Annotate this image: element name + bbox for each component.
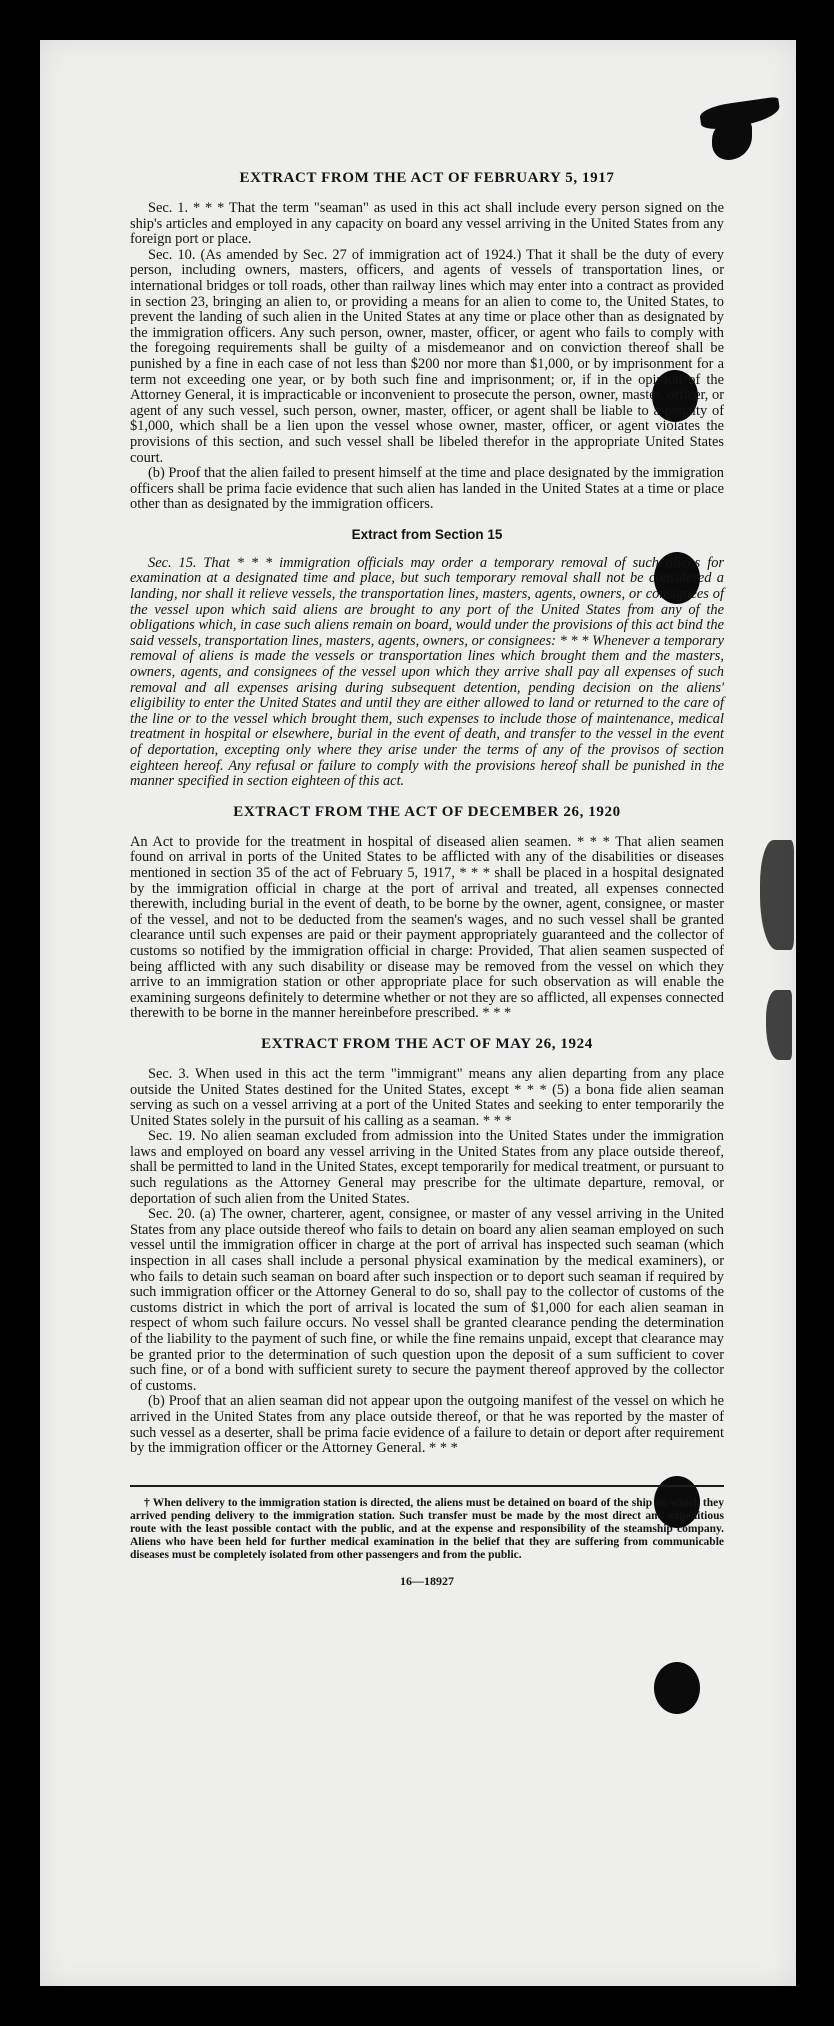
torn-corner bbox=[712, 120, 752, 160]
form-number: 16—18927 bbox=[400, 1573, 454, 1588]
paragraph-sec-1: Sec. 1. * * * That the term "seaman" as used in this act shall include every person signed on the ship's articles and employed in any capacity on board any vessel arriving in the United States from any foreign port or place. bbox=[130, 200, 724, 248]
heading-section-15: Extract from Section 15 bbox=[351, 526, 503, 542]
heading-act-1924: EXTRACT FROM THE ACT OF MAY 26, 1924 bbox=[261, 1035, 593, 1052]
footnote-divider bbox=[130, 1485, 724, 1487]
paragraph-sec-3: Sec. 3. When used in this act the term "immigrant" means any alien departing from any place outside the United States destined for the United States, except * * * (5) a bona fide alien seaman serving as such on a vessel arriving at a port of the United States and seeking to enter temporarily the United States solely in the pursuit of his calling as a seaman. * * * bbox=[130, 1065, 724, 1129]
heading-act-1917: EXTRACT FROM THE ACT OF FEBRUARY 5, 1917 bbox=[239, 170, 615, 186]
punch-hole bbox=[654, 1662, 700, 1714]
paper-damage bbox=[760, 840, 794, 950]
paragraph-act-1920: An Act to provide for the treatment in hospital of diseased alien seamen. * * * That alien seamen found on arrival in ports of the United States to be afflicted with any of the disabilities or diseases mentioned in section 35 of the act of February 5, 1917, * * * shall be placed in a hospital designated by the immigration official in charge at the port of arrival and treated, all expenses connected therewith, including burial in the event of death, to be borne by the owner, agent, consignee, or master of the vessel, and not to be deducted from the seamen's wages, and no such vessel shall be granted clearance until such expenses are paid or their payment appropriately guaranteed and the collector of customs so notified by the immigration official in charge: Provided, That alien seamen suspected of being afflicted with any such disability or disease may be removed from the vessel on which they arrive to an immigration station or other appropriate place for such observation as will enable the examining surgeons definitely to determine whether or not they are so afflicted, all expenses connected therewith to be borne in the manner hereinbefore prescribed. * * * bbox=[130, 833, 724, 1022]
footnote: † When delivery to the immigration station is directed, the aliens must be detained on board of the ship on which they arrived pending delivery to the immigration station. Such transfer must be made by the most direct and expeditious route with the least possible contact with the public, and at the expense and responsibility of the steamship company. Aliens who have been held for further medical examination in the belief that they are suffering from communicable diseases must be completely isolated from other passengers and from the public. bbox=[130, 1496, 724, 1561]
heading-act-1920: EXTRACT FROM THE ACT OF DECEMBER 26, 1920 bbox=[233, 803, 621, 820]
paragraph-sec-20b: (b) Proof that an alien seaman did not appear upon the outgoing manifest of the vessel on which he arrived in the United States from any place outside thereof, or that he was reported by the master of such vessel as a deserter, shall be prima facie evidence of a failure to detain or deport after requirement by the immigration officer or the Attorney General. * * * bbox=[130, 1393, 724, 1457]
document-text bbox=[130, 170, 724, 1589]
paper-damage bbox=[766, 990, 792, 1060]
paragraph-sec-20a: Sec. 20. (a) The owner, charterer, agent, consignee, or master of any vessel arriving in the United States from any place outside thereof who fails to detain on board any alien seaman employed on such vessel until the immigration officer in charge at the port of arrival has inspected such seaman (which inspection in all cases shall include a personal physical examination by the medical examiners), or who fails to detain such seaman on board after such inspection or to deport such seaman if required by such immigration officer or the Attorney General to do so, shall pay to the collector of customs of the customs district in which the port of arrival is located the sum of $1,000 for each alien seaman in respect of whom such failure occurs. No vessel shall be granted clearance pending the determination of the liability to the payment of such fine, or while the fine remains unpaid, except that clearance may be granted prior to the determination of such question upon the deposit of a sum sufficient to cover such fine, or of a bond with sufficient surety to secure the payment thereof approved by the collector of customs. bbox=[130, 1206, 724, 1394]
paragraph-sec-10b: (b) Proof that the alien failed to present himself at the time and place designated by the immigration officers shall be prima facie evidence that such alien has landed in the United States at a time or place other than as designated by the immigration officers. bbox=[130, 465, 724, 513]
paragraph-sec-10: Sec. 10. (As amended by Sec. 27 of immigration act of 1924.) That it shall be the duty of every person, including owners, masters, officers, and agents of vessels of transportation lines, or international bridges or toll roads, other than railway lines which may enter into a contract as provided in section 23, bringing an alien to, or providing a means for an alien to come to, the United States, to prevent the landing of such alien in the United States at any time or place other than as designated by the immigration officers. Any such person, owner, master, officer, or agent who fails to comply with the foregoing requirements shall be guilty of a misdemeanor and on conviction thereof shall be punished by a fine in each case of not less than $200 nor more than $1,000, or by imprisonment for a term not exceeding one year, or by both such fine and imprisonment; or, if in the opinion of the Attorney General, it is impracticable or inconvenient to prosecute the person, owner, master, officer, or agent of any such vessel, such person, owner, master, officer, or agent shall be liable to a penalty of $1,000, which shall be a lien upon the vessel whose owner, master, officer, or agent violates the provisions of this section, and such vessel shall be libeled therefor in the appropriate United States court. bbox=[130, 246, 724, 466]
paragraph-sec-19: Sec. 19. No alien seaman excluded from admission into the United States under the immigration laws and employed on board any vessel arriving in the United States from any place outside thereof, shall be permitted to land in the United States, except temporarily for medical treatment, or pursuant to such regulations as the Attorney General may prescribe for the ultimate departure, removal, or deportation of such alien from the United States. bbox=[130, 1128, 724, 1207]
paragraph-sec-15: Sec. 15. That * * * immigration officials may order a temporary removal of such aliens for examination at a designated time and place, but such temporary removal shall not be considered a landing, nor shall it relieve vessels, the transportation lines, masters, agents, owners, or consignees of the vessel upon which said aliens are brought to any port of the United States from any of the obligations which, in case such aliens remain on board, would under the provisions of this act bind the said vessels, transportation lines, masters, agents, owners, or consignees: * * * Whenever a temporary removal of aliens is made the vessels or transportation lines which brought them and the masters, owners, agents, and consignees of the vessel upon which they arrive shall pay all expenses of such removal and all expenses arising during subsequent detention, pending decision on the aliens' eligibility to enter the United States and until they are either allowed to land or returned to the care of the line or to the vessel which brought them, such expenses to include those of maintenance, medical treatment in hospital or elsewhere, burial in the event of death, and transfer to the vessel in the event of deportation, excepting only where they arise under the terms of any of the provisos of section eighteen hereof. Any refusal or failure to comply with the provisions hereof shall be punished in the manner specified in section eighteen of this act. bbox=[130, 554, 724, 790]
